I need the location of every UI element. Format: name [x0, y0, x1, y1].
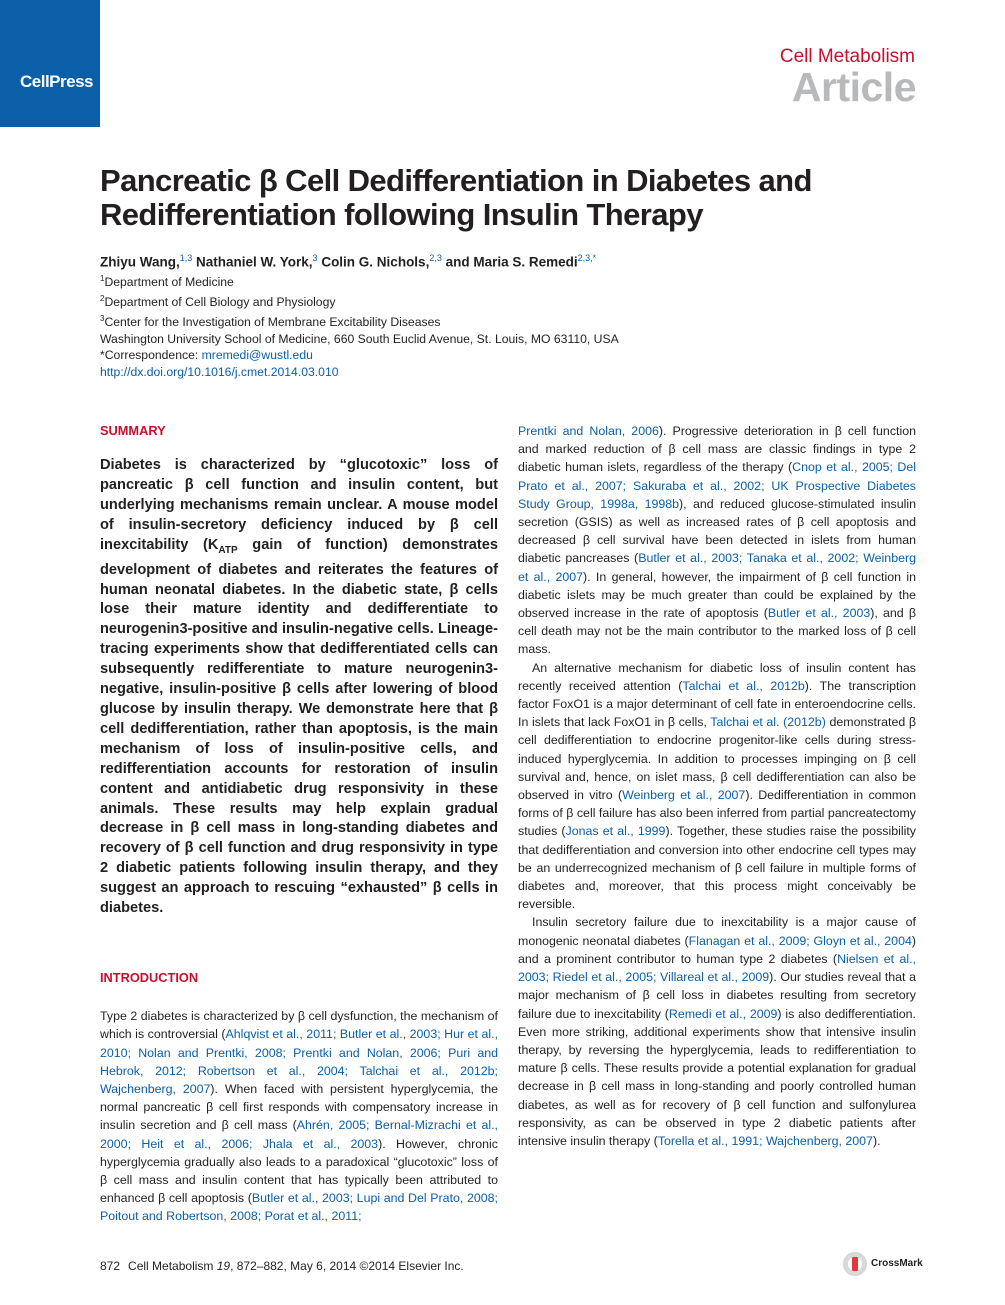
right-paragraph-3: Insulin secretory failure due to inexcitability is a major cause of monogenic neonatal diabetes (Flanagan et al., 2009; Gloyn et al., 2004) and a prominent contributor to human type 2 diabetes (Nielsen et al., 2003; Riedel et al., 2005; Villareal et al., 2009). Our studies reveal that a major mechanism of β cell loss in diabetes resulting from secretory failure due to inexcitability (Remedi et al., 2009) is also dedifferentiation. Even more striking, additional experiments show that intensive insulin therapy, by reversing the hyperglycemia, leads to redifferentiation to mature β cells. These results provide a potential explanation for gradual decrease in β cell mass in long-standing and poorly controlled human diabetes, as well as for recovery of β cell function and sulfonylurea responsivity, as can be observed in type 2 diabetic patients after intensive insulin therapy (Torella et al., 1991; Wajchenberg, 2007). — [518, 915, 917, 1148]
doi-link[interactable]: http://dx.doi.org/10.1016/j.cmet.2014.03.010 — [100, 365, 339, 380]
correspondence-email-link[interactable]: mremedi@wustl.edu — [201, 348, 313, 363]
cellpress-logo: CellPress — [20, 72, 93, 91]
citation-link[interactable]: Torella et al., 1991; Wajchenberg, 2007 — [657, 1133, 873, 1148]
citation-link[interactable]: Butler et al., 2003; Lupi and Del Prato, 2008; Poitout and Robertson, 2008; Porat et al., 2011; — [100, 1191, 498, 1224]
page-number: 872 — [100, 1259, 121, 1273]
author-name: Nathaniel W. York, — [192, 254, 313, 270]
summary-heading: SUMMARY — [100, 423, 166, 438]
author-affil-sup: 1,3 — [179, 253, 193, 263]
citation-link[interactable]: Cnop et al., 2005; Del Prato et al., 2007; Sakuraba et al., 2002; UK Prospective Diabetes Study Group, 1998a, 1998b — [518, 460, 916, 511]
author-affil-sup: 2,3 — [429, 253, 442, 263]
affiliation-3: $^3$Center for the Investigation of Membrane Excitability Diseases — [100, 313, 441, 329]
citation-link[interactable]: Jonas et al., 1999 — [565, 824, 666, 839]
introduction-section — [100, 969, 498, 1226]
author-affil-sup: 3 — [312, 253, 318, 263]
citation-link[interactable]: Ahrén, 2005; Bernal-Mizrachi et al., 2000; Heit et al., 2006; Jhala et al., 2003 — [100, 1118, 499, 1151]
right-paragraph-1: Prentki and Nolan, 2006). Progressive deterioration in β cell function and marked reduction of β cell mass are classic findings in type 2 diabetic human islets, regardless of the therapy (Cnop et al., 2005; Del Prato et al., 2007; Sakuraba et al., 2002; UK Prospective Diabetes Study Group, 1998a, 1998b), and reduced glucose-stimulated insulin secretion (GSIS) as well as increased rates of β cell apoptosis and decreased β cell survival have been detected in islets from human diabetic pancreases (Butler et al., 2003; Tanaka et al., 2002; Weinberg et al., 2007). In general, however, the impairment of β cell function in diabetic islets may be much greater than could be explained by the observed increase in the rate of apoptosis (Butler et al., 2003), and β cell death may not be the main contributor to the marked loss of β cell mass. — [518, 424, 917, 657]
citation-link[interactable]: Nielsen et al., 2003; Riedel et al., 2005; Villareal et al., 2009 — [518, 951, 916, 985]
journal-name: Cell Metabolism — [779, 46, 915, 67]
author-name: Colin G. Nichols, — [317, 254, 430, 270]
introduction-heading: INTRODUCTION — [100, 970, 199, 985]
author-name: and Maria S. Remedi — [441, 254, 578, 270]
correspondence: *Correspondence: mremedi@wustl.edu — [100, 348, 313, 363]
left-column — [100, 422, 498, 919]
right-column — [518, 422, 916, 1150]
page-footer: 872 Cell Metabolism 19, 872–882, May 6, 2014 ©2014 Elsevier Inc. — [100, 1259, 464, 1273]
citation-link[interactable]: Flanagan et al., 2009; Gloyn et al., 2004 — [688, 933, 912, 948]
crossmark-icon — [843, 1252, 867, 1276]
volume-number: 19 — [216, 1259, 231, 1273]
citation-link[interactable]: Prentki and Nolan, 2006 — [518, 424, 659, 438]
citation-link[interactable]: Weinberg et al., 2007 — [622, 788, 746, 803]
article-title: Pancreatic β Cell Dedifferentiation in Diabetes and Redifferentiation following Insulin Therapy — [100, 163, 812, 232]
author-affil-sup: 2,3,* — [577, 253, 597, 263]
citation-link[interactable]: Talchai et al., 2012b — [682, 678, 805, 693]
citation-link[interactable]: Ahlqvist et al., 2011; Butler et al., 2003; Hur et al., 2010; Nolan and Prentki, 2008; Prentki and Nolan, 2006; Puri and Hebrok, 2012; Robertson et al., 2004; Talchai et al., 2012b; Wajchenberg, 2007 — [100, 1027, 499, 1097]
summary-text: Diabetes is characterized by “glucotoxic” loss of pancreatic β cell function and insulin content, but underlying mechanisms remain unclear. A mouse model of insulin-secretory deficiency induced by β cell inexcitability ($K_{ATP}$ gain of function) demonstrates development of diabetes and reiterates the features of human neonatal diabetes. In the diabetic state, β cells lose their mature identity and dedifferentiate to neurogenin3-positive and insulin-negative cells. Lineage-tracing experiments show that dedifferentiated cells can subsequently redifferentiate to mature neurogenin3-negative, insulin-positive β cells after lowering of blood glucose by insulin therapy. We demonstrate here that β cell dedifferentiation, rather than apoptosis, is the main mechanism of loss of insulin-positive cells, and redifferentiation accounts for restoration of insulin content and antidiabetic drug responsivity in these animals. These results may help explain gradual decrease in β cell mass in long-standing diabetes and recovery of β cell function and drug responsivity in type 2 diabetic patients following insulin therapy, and they suggest an approach to rescuing “exhausted” β cells in diabetes. — [100, 457, 499, 917]
right-paragraph-2: An alternative mechanism for diabetic loss of insulin content has recently received attention (Talchai et al., 2012b). The transcription factor FoxO1 is a major determinant of cell fate in enteroendocrine cells. In islets that lack FoxO1 in β cells, Talchai et al. (2012b) demonstrated β cell dedifferentiation to endocrine progenitor-like cells during stress-induced hyperglycemia. In addition to processes impinging on β cell survival and, hence, on islet mass, β cell dedifferentiation can also be observed in vitro (Weinberg et al., 2007). Dedifferentiation in common forms of β cell failure has also been inferred from partial pancreatectomy studies (Jonas et al., 1999). Together, these studies raise the possibility that dedifferentiation and conversion into other endocrine cell types may be an underrecognized mechanism of β cell failure in multiple forms of diabetes and, moreover, that this process might conceivably be reversible. — [518, 660, 917, 912]
introduction-paragraph-1: Type 2 diabetes is characterized by β cell dysfunction, the mechanism of which is controversial (Ahlqvist et al., 2011; Butler et al., 2003; Hur et al., 2010; Nolan and Prentki, 2008; Prentki and Nolan, 2006; Puri and Hebrok, 2012; Robertson et al., 2004; Talchai et al., 2012b; Wajchenberg, 2007). When faced with persistent hyperglycemia, the normal pancreatic β cell first responds with compensatory increase in insulin secretion and β cell mass (Ahrén, 2005; Bernal-Mizrachi et al., 2000; Heit et al., 2006; Jhala et al., 2003). However, chronic hyperglycemia gradually also leads to a paradoxical “glucotoxic” loss of β cell mass and insulin content that has typically been attributed to enhanced β cell apoptosis (Butler et al., 2003; Lupi and Del Prato, 2008; Poitout and Robertson, 2008; Porat et al., 2011; — [100, 1009, 499, 1224]
citation-link[interactable]: Talchai et al. (2012b) — [710, 715, 826, 730]
citation-link[interactable]: Butler et al., 2003; Tanaka et al., 2002; Weinberg et al., 2007 — [518, 551, 916, 584]
affiliations — [100, 271, 619, 381]
citation-link[interactable]: Remedi et al., 2009 — [668, 1006, 778, 1021]
affiliation-2: $^2$Department of Cell Biology and Physiology — [100, 293, 336, 309]
author-name: Zhiyu Wang, — [100, 254, 180, 270]
article-type-label: Article — [791, 64, 916, 110]
affiliation-1: $^1$Department of Medicine — [100, 274, 234, 290]
publisher-logo-block — [0, 0, 100, 127]
crossmark-badge[interactable]: CrossMark — [843, 1252, 919, 1280]
citation-link[interactable]: Butler et al., 2003 — [767, 606, 871, 621]
institution-address: Washington University School of Medicine, 660 South Euclid Avenue, St. Louis, MO 63110, USA — [100, 331, 619, 346]
author-list — [100, 253, 596, 270]
